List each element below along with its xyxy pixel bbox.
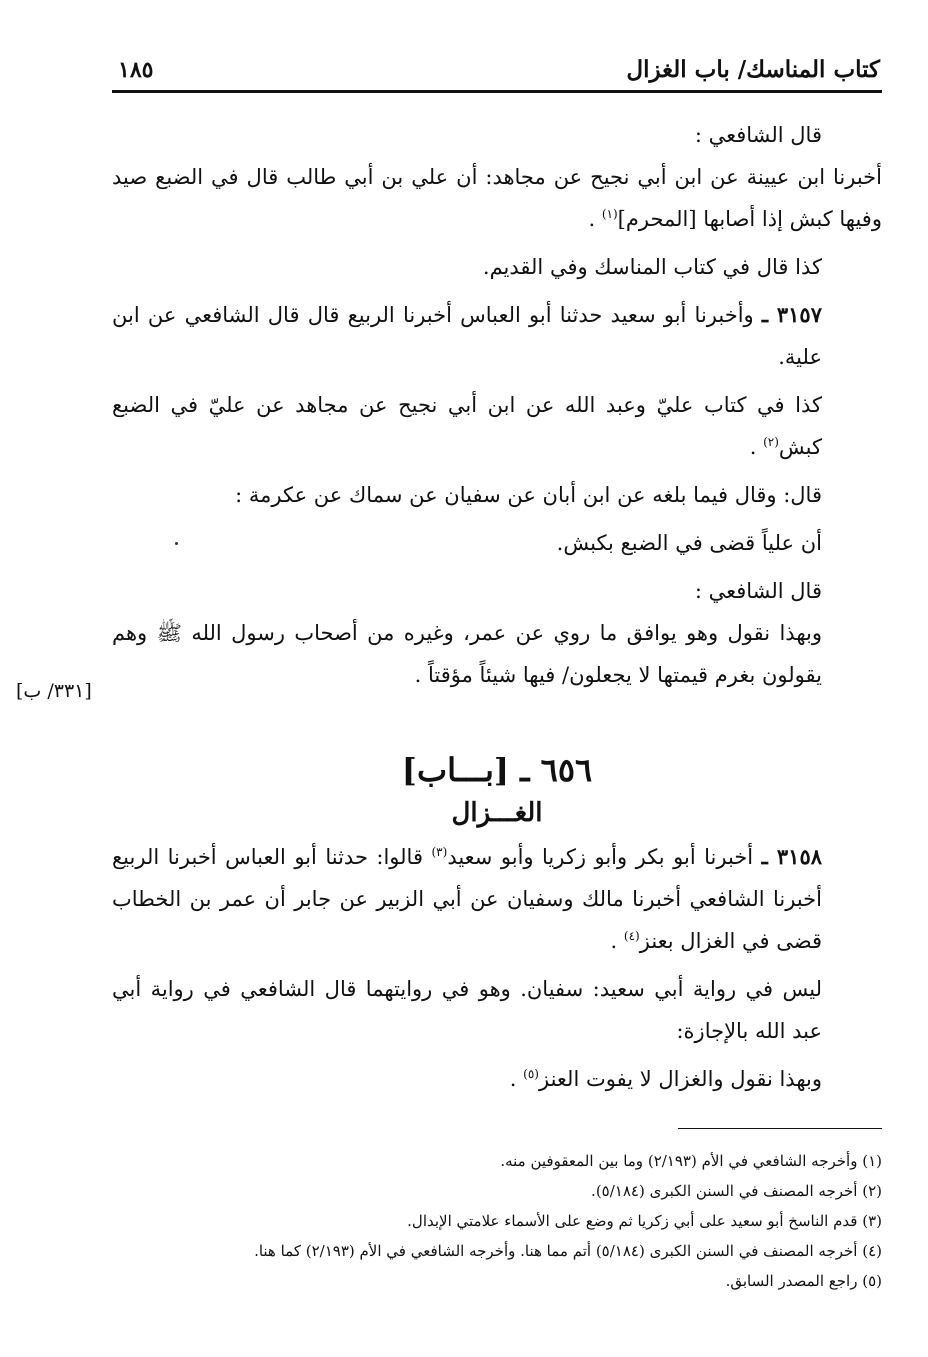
paragraph-text-continued: قالوا: حدثنا أبو العباس أخبرنا الربيع أخبرنا الشافعي أخبرنا مالك وسفيان عن أبي الزبير عن جابر أن عمر بن الخطاب قضى في الغزال بعنز (112, 845, 822, 953)
hadith-number-3158: ٣١٥٨ ـ (761, 844, 823, 869)
footnote-ref-3: (٣) (431, 845, 448, 859)
paragraph-text: وأخبرنا أبو سعيد حدثنا أبو العباس أخبرنا الربيع قال قال الشافعي عن ابن علية. (112, 303, 822, 369)
body-text-section-two (112, 836, 882, 1100)
paragraph-book-note: كذا قال في كتاب المناسك وفي القديم. (482, 255, 822, 279)
footnote-ref-5: (٥) (523, 1067, 539, 1081)
footnote-divider (678, 1128, 882, 1129)
manuscript-folio-marker: [٣٣١/ ب] (16, 680, 92, 702)
hadith-number-3157: ٣١٥٧ ـ (761, 302, 822, 327)
paragraph-hadith-3157 (112, 294, 882, 378)
paragraph-end: . (610, 929, 624, 953)
paragraph-agreement: وبهذا نقول وهو يوافق ما روي عن عمر، وغيره من أصحاب رسول الله ﷺ وهم يقولون بغرم قيمتها لا يجعلون/ فيها شيئاً مؤقتاً . (112, 621, 822, 687)
chapter-title: الغـــزال (451, 798, 543, 828)
paragraph-gazelle-ruling (112, 1058, 882, 1100)
paragraph-riwayah-note: ليس في رواية أبي سعيد: سفيان. وهو في روايتهما قال الشافعي في رواية أبي عبد الله بالإجازة: (112, 977, 822, 1043)
paragraph-text: أخبرنا ابن عيينة عن ابن أبي نجيح عن مجاهد: أن علي بن أبي طالب قال في الضبع صيد وفيها كبش إذا أصابها [المحرم] (112, 165, 882, 231)
paragraph-text: أخبرنا أبو بكر وأبو زكريا وأبو سعيد (447, 845, 762, 869)
paragraph-ali-book (112, 384, 882, 468)
footnote-ref-1: (١) (601, 207, 618, 221)
paragraph-hyena-narration (112, 156, 882, 240)
paragraph-end: . (749, 435, 764, 459)
footnote-3: (٣) قدم الناسخ أبو سعيد على أبي زكريا ثم وضع على الأسماء علامتي الإبدال. (407, 1212, 882, 1230)
footnote-2: (٢) أخرجه المصنف في السنن الكبرى (٥/١٨٤). (591, 1182, 882, 1200)
footnote-1: (١) وأخرجه الشافعي في الأم (٢/١٩٣) وما بين المعقوفين منه. (500, 1152, 882, 1170)
scan-speck (175, 542, 178, 545)
paragraph-shafii-said-2: قال الشافعي : (694, 579, 822, 603)
footnote-5: (٥) راجع المصدر السابق. (725, 1272, 882, 1290)
footnote-ref-4: (٤) (623, 929, 640, 943)
page-number: ١٨٥ (118, 57, 154, 83)
header-divider (112, 90, 882, 93)
paragraph-end: . (588, 207, 602, 231)
footnotes (112, 1146, 882, 1296)
footnote-ref-2: (٢) (763, 435, 779, 449)
paragraph-end: . (509, 1067, 524, 1091)
paragraph-text: كذا في كتاب عليّ وعبد الله عن ابن أبي نجيح عن مجاهد عن عليّ في الضبع كبش (112, 393, 822, 459)
chapter-heading (112, 746, 882, 832)
body-text-section-one (112, 114, 882, 696)
chapter-number: ٦٥٦ ـ [بـــاب] (401, 751, 593, 789)
running-header-title: كتاب المناسك/ باب الغزال (626, 56, 880, 83)
footnote-4: (٤) أخرجه المصنف في السنن الكبرى (٥/١٨٤) أتم مما هنا. وأخرجه الشافعي في الأم (٢/١٩٣) كما هنا. (254, 1242, 882, 1260)
paragraph-ikrimah-chain: قال: وقال فيما بلغه عن ابن أبان عن سفيان عن سماك عن عكرمة : (235, 483, 822, 507)
paragraph-hadith-3158 (112, 836, 882, 962)
paragraph-ali-ruling: أن علياً قضى في الضبع بكبش. (556, 531, 822, 555)
paragraph-text: وبهذا نقول والغزال لا يفوت العنز (538, 1067, 822, 1091)
paragraph-shafii-said: قال الشافعي : (694, 123, 822, 147)
